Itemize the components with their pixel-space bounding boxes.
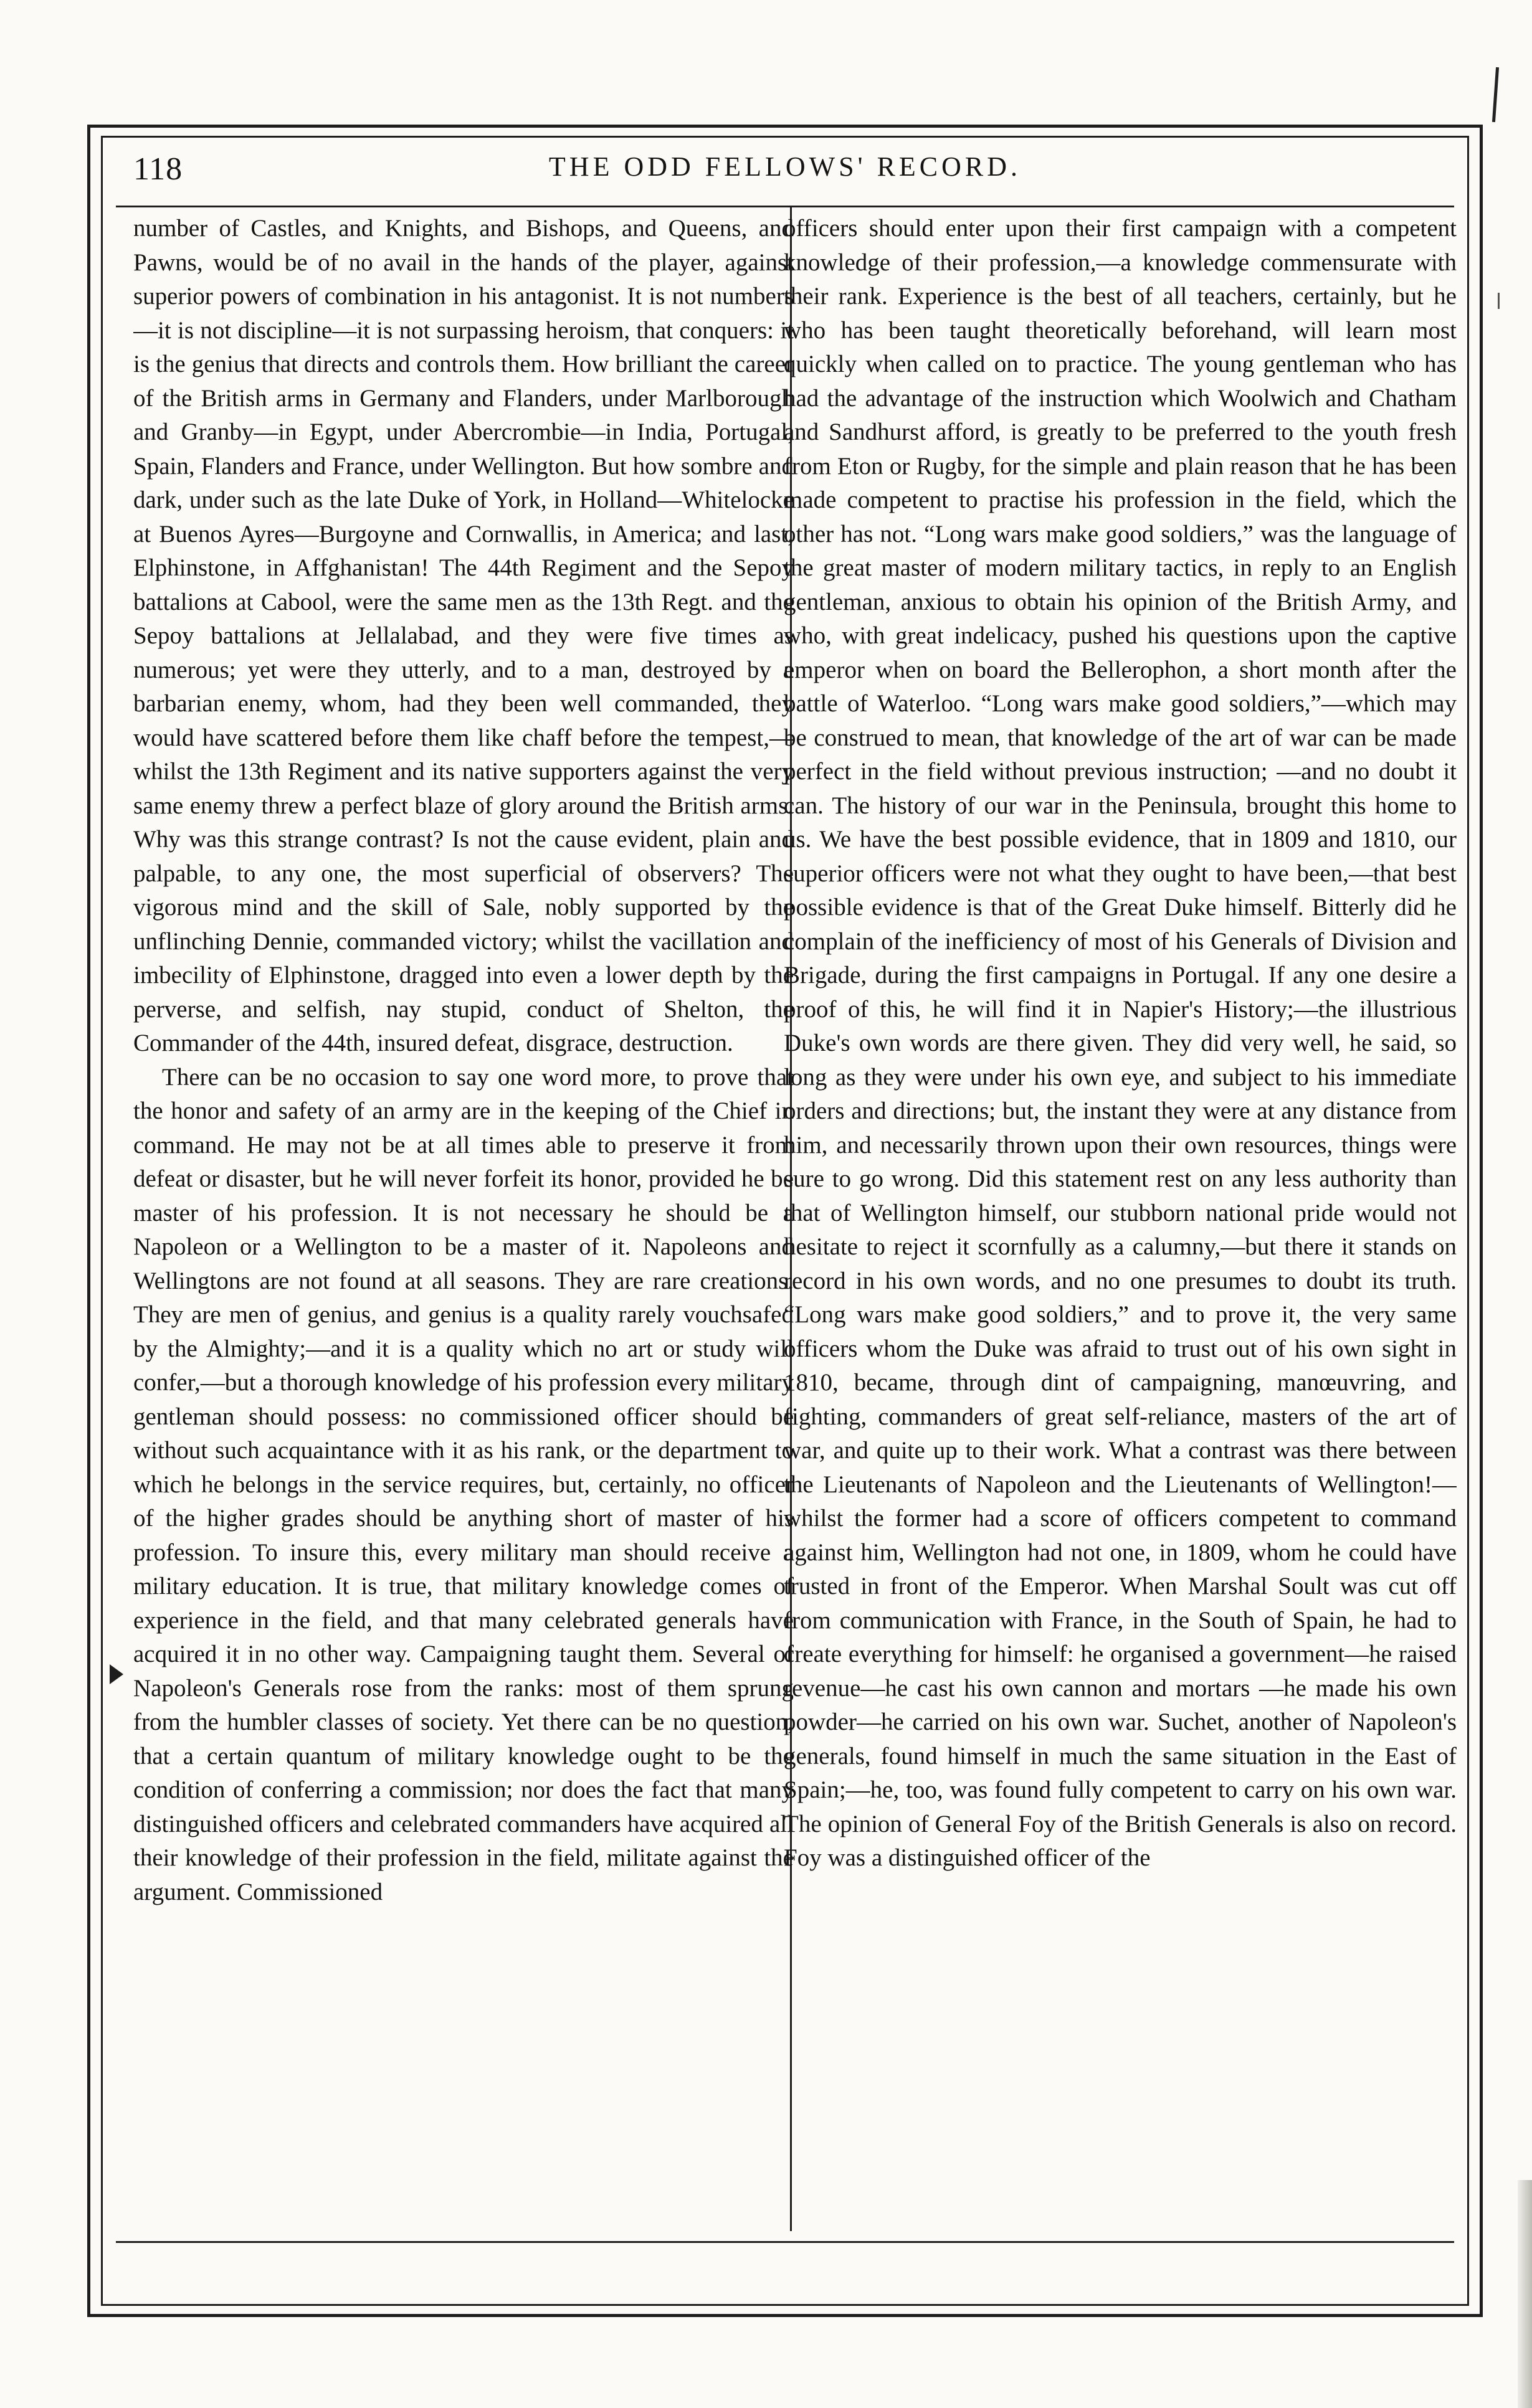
margin-mark (1492, 67, 1499, 122)
running-head: THE ODD FELLOWS' RECORD. (548, 151, 1022, 182)
margin-pointer-mark (110, 1664, 123, 1684)
right-paragraph-1: officers should enter upon their first campaign with a competent knowledge of their profession,—a knowledge commensurate with their rank. Experience is the best of all teachers, certainly, but he who has been taught theoretically beforehand, will learn most quickly when called on to practice. The young gentleman who has had the advantage of the instruction which Woolwich and Chatham and Sandhurst afford, is greatly to be preferred to the youth fresh from Eton or Rugby, for the simple and plain reason that he has been made competent to practise his profession in the field, which the other has not. “Long wars make good soldiers,” was the language of the great master of modern military tactics, in reply to an English gentleman, anxious to obtain his opinion of the British Army, and who, with great indelicacy, pushed his questions upon the captive emperor when on board the Bellerophon, a short month after the battle of Waterloo. “Long wars make good soldiers,”—which may be construed to mean, that knowledge of the art of war can be made perfect in the field without previous instruction; —and no doubt it can. The history of our war in the Peninsula, brought this home to us. We have the best possible evidence, that in 1809 and 1810, our superior officers were not what they ought to have been,—that best possible evidence is that of the Great Duke himself. Bitterly did he complain of the inefficiency of most of his Generals of Division and Brigade, during the first campaigns in Portugal. If any one desire a proof of this, he will find it in Napier's History;—the illustrious Duke's own words are there given. They did very well, he said, so long as they were under his own eye, and subject to his immediate orders and directions; but, the instant they were at any distance from him, and necessarily thrown upon their own resources, things were sure to go wrong. Did this statement rest on any less authority than that of Wellington himself, our stubborn national pride would not hesitate to reject it scornfully as a calumny,—but there it stands on record in his own words, and no one presumes to doubt its truth. “Long wars make good soldiers,” and to prove it, the very same officers whom the Duke was afraid to trust out of his own sight in 1810, became, through dint of campaigning, manœuvring, and fighting, commanders of great self-reliance, masters of the art of war, and quite up to their work. What a contrast was there between the Lieutenants of Napoleon and the Lieutenants of Wellington!—whilst the former had a score of officers competent to command against him, Wellington had not one, in 1809, whom he could have trusted in front of the Emperor. When Marshal Soult was cut off from communication with France, in the South of Spain, he had to create everything for himself: he organised a government—he raised revenue—he cast his own cannon and mortars —he made his own powder—he carried on his own war. Suchet, another of Napoleon's generals, found himself in much the same situation in the East of Spain;—he, too, was found fully competent to carry on his own war. The opinion of General Foy of the British Generals is also on record. Foy was a distinguished officer of the (784, 215, 1457, 1871)
right-column (784, 212, 1457, 2236)
margin-mark-small (1498, 293, 1500, 309)
page-number: 118 (133, 151, 183, 187)
page-edge-shadow (1518, 2180, 1532, 2408)
page-header (125, 148, 1445, 204)
left-column (133, 212, 794, 2236)
left-paragraph-2: There can be no occasion to say one word more, to prove that the honor and safety of an army are in the keeping of the Chief in command. He may not be at all times able to preserve it from defeat or disaster, but he will never forfeit its honor, provided he be master of his profession. It is not necessary he should be a Napoleon or a Wellington to be a master of it. Napoleons and Wellingtons are not found at all seasons. They are rare creations. They are men of genius, and genius is a quality rarely vouchsafed by the Almighty;—and it is a quality which no art or study will confer,—but a thorough knowledge of his profession every military gentleman should possess: no commissioned officer should be without such acquaintance with it as his rank, or the department to which he belongs in the service requires, but, certainly, no officer of the higher grades should be anything short of master of his profession. To insure this, every military man should receive a military education. It is true, that military knowledge comes of experience in the field, and that many celebrated generals have acquired it in no other way. Campaigning taught them. Several of Napoleon's Generals rose from the ranks: most of them sprung from the humbler classes of society. Yet there can be no question, that a certain quantum of military knowledge ought to be the condition of conferring a commission; nor does the fact that many distinguished officers and celebrated commanders have acquired all their knowledge of their profession in the field, militate against the argument. Commissioned (133, 1063, 794, 1905)
footer-rule (116, 2241, 1454, 2243)
header-rule (116, 206, 1454, 207)
left-paragraph-1: number of Castles, and Knights, and Bishops, and Queens, and Pawns, would be of no avail in the hands of the player, against superior powers of combination in his antagonist. It is not numbers—it is not discipline—it is not surpassing heroism, that conquers: it is the genius that directs and controls them. How brilliant the career of the British arms in Germany and Flanders, under Marlborough and Granby—in Egypt, under Abercrombie—in India, Portugal, Spain, Flanders and France, under Wellington. But how sombre and dark, under such as the late Duke of York, in Holland—Whitelocke at Buenos Ayres—Burgoyne and Cornwallis, in America; and last, Elphinstone, in Affghanistan! The 44th Regiment and the Sepoy battalions at Cabool, were the same men as the 13th Regt. and the Sepoy battalions at Jellalabad, and they were five times as numerous; yet were they utterly, and to a man, destroyed by a barbarian enemy, whom, had they been well commanded, they would have scattered before them like chaff before the tempest,—whilst the 13th Regiment and its native supporters against the very same enemy threw a perfect blaze of glory around the British arms. Why was this strange contrast? Is not the cause evident, plain and palpable, to any one, the most superficial of observers? The vigorous mind and the skill of Sale, nobly supported by the unflinching Dennie, commanded victory; whilst the vacillation and imbecility of Elphinstone, dragged into even a lower depth by the perverse, and selfish, nay stupid, conduct of Shelton, the Commander of the 44th, insured defeat, disgrace, destruction. (133, 215, 794, 1056)
